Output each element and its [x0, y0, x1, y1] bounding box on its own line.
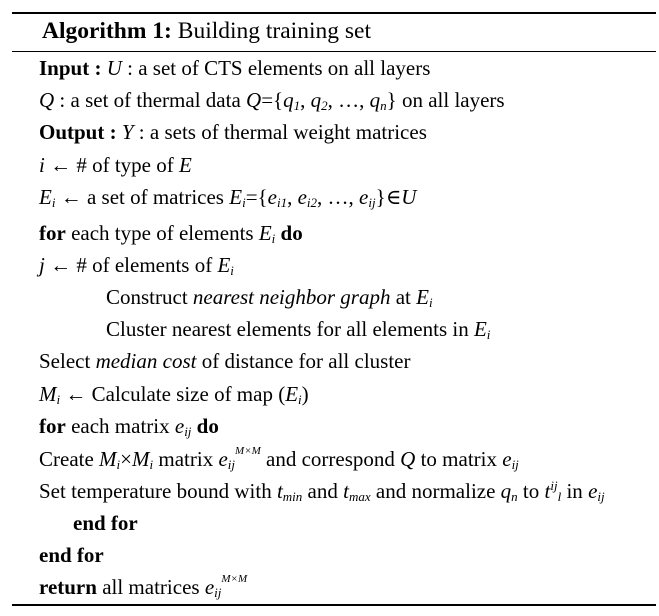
- line-outer-end-for: end for: [39, 543, 104, 567]
- bottom-rule: [12, 604, 656, 606]
- line-cluster: Cluster nearest elements for all elements in $E_i$: [106, 317, 491, 342]
- line-output: Output : Y : a sets of thermal weight matrices: [39, 120, 427, 144]
- line-map-size: $M_i$ ← Calculate size of map $(E_i)$: [39, 382, 309, 407]
- line-element-count: j ← # of elements of $E_i$: [39, 253, 234, 278]
- line-for-matrix: for each matrix $e_{ij}$ do: [39, 414, 219, 439]
- line-select-median: Select median cost of distance for all cluster: [39, 349, 411, 373]
- algorithm-title: [42, 18, 371, 44]
- header-rule: [12, 51, 656, 52]
- line-thermal-data: Q : a set of thermal data $Q=\{q_1$, $q_2$, …, $q_n$} on all layers: [39, 88, 505, 113]
- line-construct-graph: Construct nearest neighbor graph at $E_i$: [106, 285, 433, 310]
- line-set-temperature: Set temperature bound with $t_{min}$ and $t_{max}$ and normalize $q_n$ to $t^{ij}_l$ in $e_{ij}$: [39, 478, 605, 504]
- algorithm-box: [12, 12, 656, 606]
- line-create-matrix: Create $M_i\times M_i$ matrix $e_{ij}^{M\times M}$ and correspond Q to matrix $e_{ij}$: [39, 445, 519, 472]
- line-inner-end-for: end for: [73, 511, 138, 535]
- line-type-count: i ← # of type of E: [39, 153, 192, 177]
- line-matrix-set: $E_i$ ← a set of matrices $E_i=\{e_{i1}$, $e_{i2}$, …, $e_{ij}\}\in U$: [39, 185, 417, 210]
- algorithm-name: Building training set: [177, 18, 371, 44]
- line-return: return all matrices $e_{ij}^{M\times M}$: [39, 573, 248, 600]
- top-rule: [12, 12, 656, 14]
- line-for-types: for each type of elements $E_i$ do: [39, 221, 303, 246]
- line-input: Input : U : a set of CTS elements on all layers: [39, 56, 431, 80]
- algorithm-label: Algorithm 1:: [42, 18, 172, 44]
